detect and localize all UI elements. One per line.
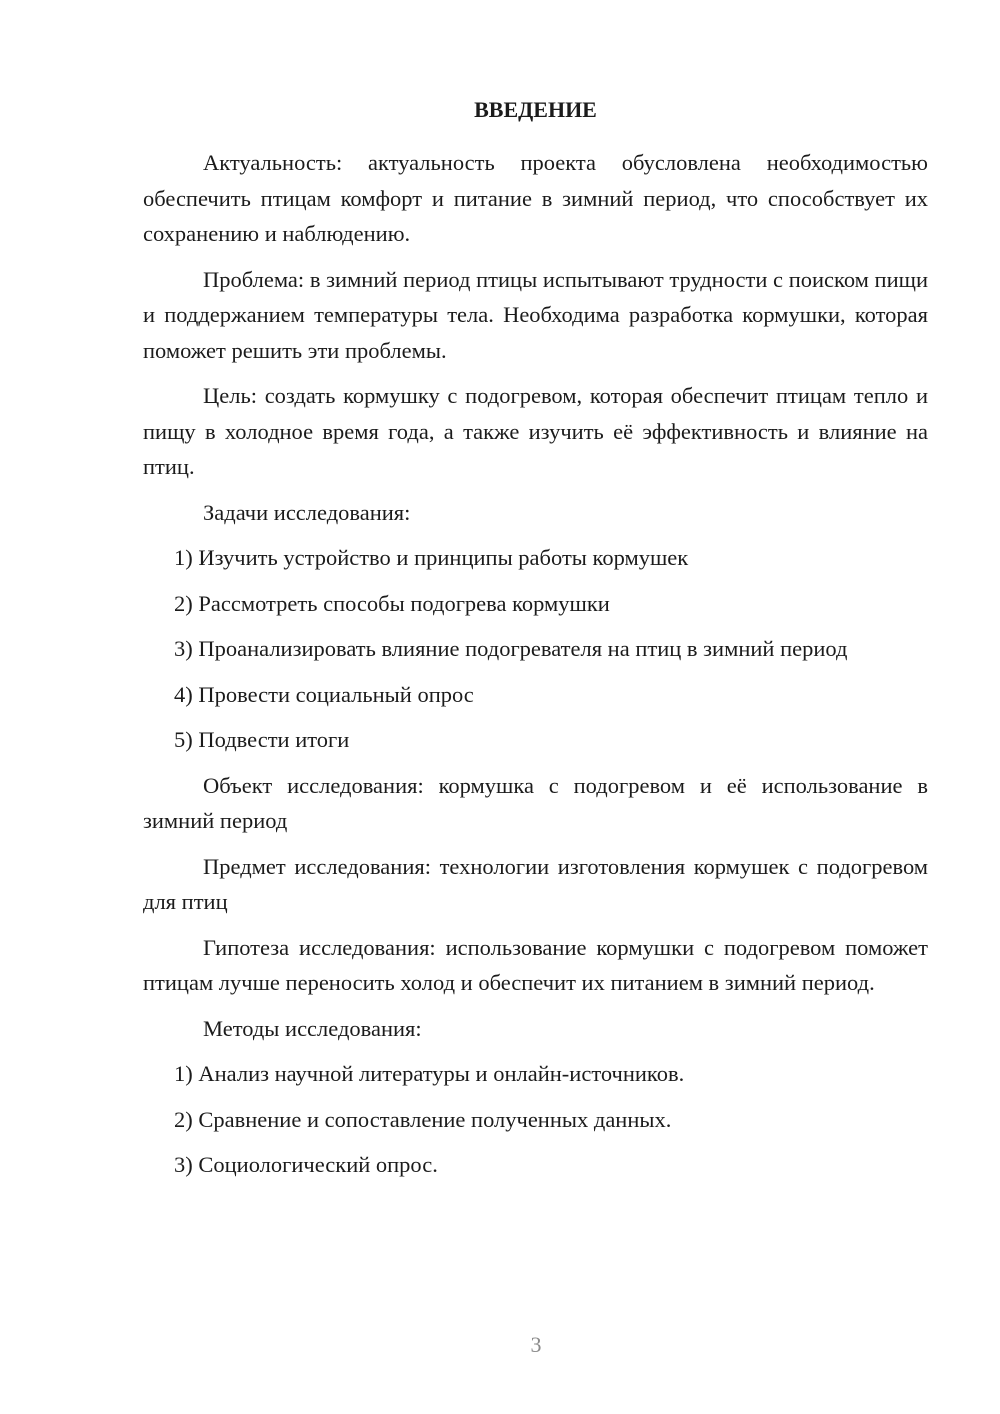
task-item: 5) Подвести итоги <box>174 727 350 752</box>
relevance-paragraph: Актуальность: актуальность проекта обусловлена необходимостью обеспечить птицам комфорт и питание в зимний период, что способствует их сохранению и наблюдению. <box>143 150 928 246</box>
page-number: 3 <box>530 1332 542 1357</box>
goal-paragraph: Цель: создать кормушку с подогревом, которая обеспечит птицам тепло и пищу в холодное время года, а также изучить её эффективность и влияние на птиц. <box>143 383 928 479</box>
object-paragraph: Объект исследования: кормушка с подогревом и её использование в зимний период <box>143 772 928 833</box>
subject-paragraph: Предмет исследования: технологии изготовления кормушек с подогревом для птиц <box>143 853 928 914</box>
methods-heading: Методы исследования: <box>203 1015 422 1041</box>
task-item: 4) Провести социальный опрос <box>174 681 474 707</box>
method-item: 2) Сравнение и сопоставление полученных данных. <box>174 1106 672 1132</box>
task-item: 3) Проанализировать влияние подогревателя на птиц в зимний период <box>174 636 848 661</box>
task-item: 2) Рассмотреть способы подогрева кормушки <box>174 590 610 616</box>
section-title: ВВЕДЕНИЕ <box>474 97 597 122</box>
method-item: 3) Социологический опрос. <box>174 1152 438 1177</box>
method-item: 1) Анализ научной литературы и онлайн-источников. <box>174 1061 685 1086</box>
task-item: 1) Изучить устройство и принципы работы кормушек <box>174 545 689 570</box>
tasks-heading: Задачи исследования: <box>203 499 411 525</box>
page-content <box>143 92 928 1193</box>
hypothesis-paragraph: Гипотеза исследования: использование кормушки с подогревом поможет птицам лучше переносить холод и обеспечит их питанием в зимний период. <box>143 934 928 995</box>
problem-paragraph: Проблема: в зимний период птицы испытывают трудности с поиском пищи и поддержанием температуры тела. Необходима разработка кормушки, которая поможет решить эти проблемы. <box>143 266 928 363</box>
